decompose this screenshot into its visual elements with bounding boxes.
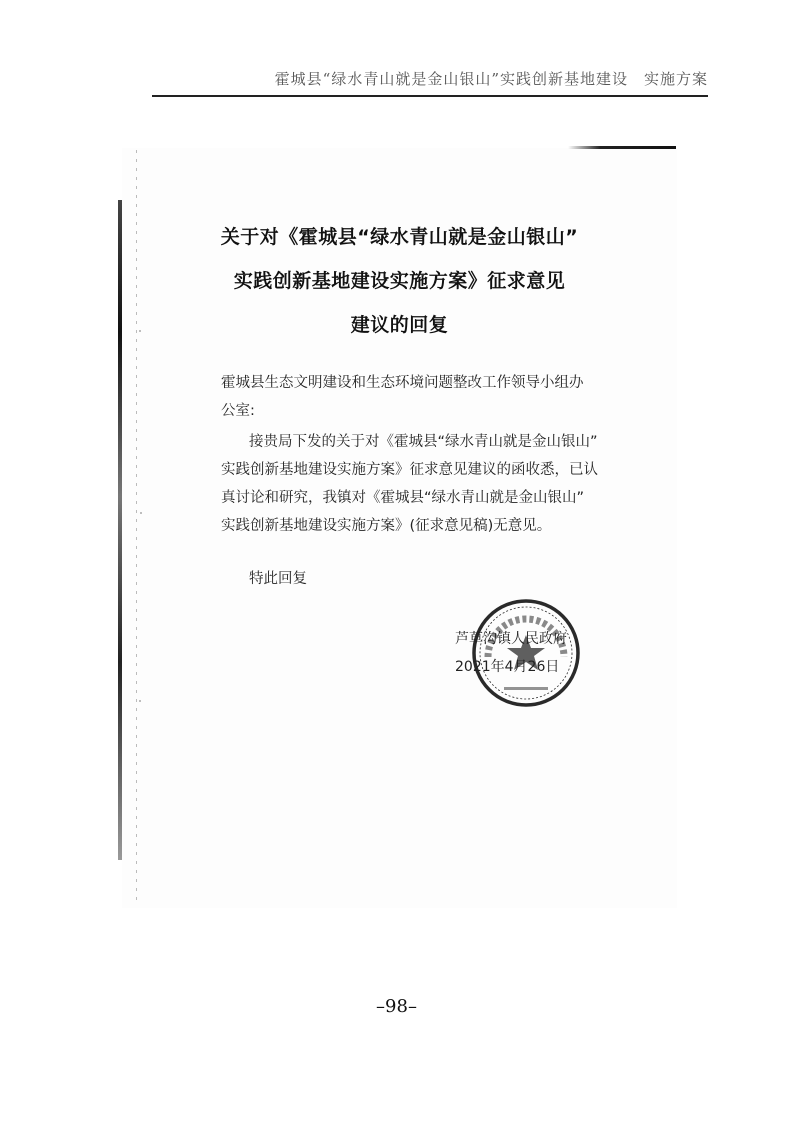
scan-edge-dots (136, 150, 137, 900)
addressee-line-2: 公室: (221, 403, 255, 419)
body-line-3: 真讨论和研究，我镇对《霍城县“绿水青山就是金山银山” (221, 490, 585, 506)
signing-date: 2021年4月26日 (455, 659, 560, 675)
body-line-1: 接贵局下发的关于对《霍城县“绿水青山就是金山银山” (249, 434, 598, 450)
body-line-2: 实践创新基地建设实施方案》征求意见建议的函收悉，已认 (221, 462, 598, 478)
scan-speck (139, 700, 141, 702)
letter-title-line-1: 关于对《霍城县“绿水青山就是金山银山” (220, 226, 579, 248)
page-number: –98– (376, 996, 417, 1017)
scan-speck (140, 512, 142, 514)
addressee-line-1: 霍城县生态文明建设和生态环境问题整改工作领导小组办 (221, 375, 584, 391)
scan-edge-shadow (118, 200, 122, 860)
official-seal-stamp (470, 597, 582, 709)
running-header: 霍城县“绿水青山就是金山银山”实践创新基地建设 实施方案 (274, 70, 708, 88)
letter-title-line-3: 建议的回复 (350, 314, 449, 336)
signing-authority: 芦草沟镇人民政府 (455, 631, 567, 647)
scan-top-mark (568, 146, 676, 149)
letter-title-line-2: 实践创新基地建设实施方案》征求意见 (233, 270, 566, 292)
body-line-4: 实践创新基地建设实施方案》(征求意见稿)无意见。 (221, 518, 552, 534)
header-rule (152, 95, 708, 97)
closing-remark: 特此回复 (249, 571, 307, 587)
